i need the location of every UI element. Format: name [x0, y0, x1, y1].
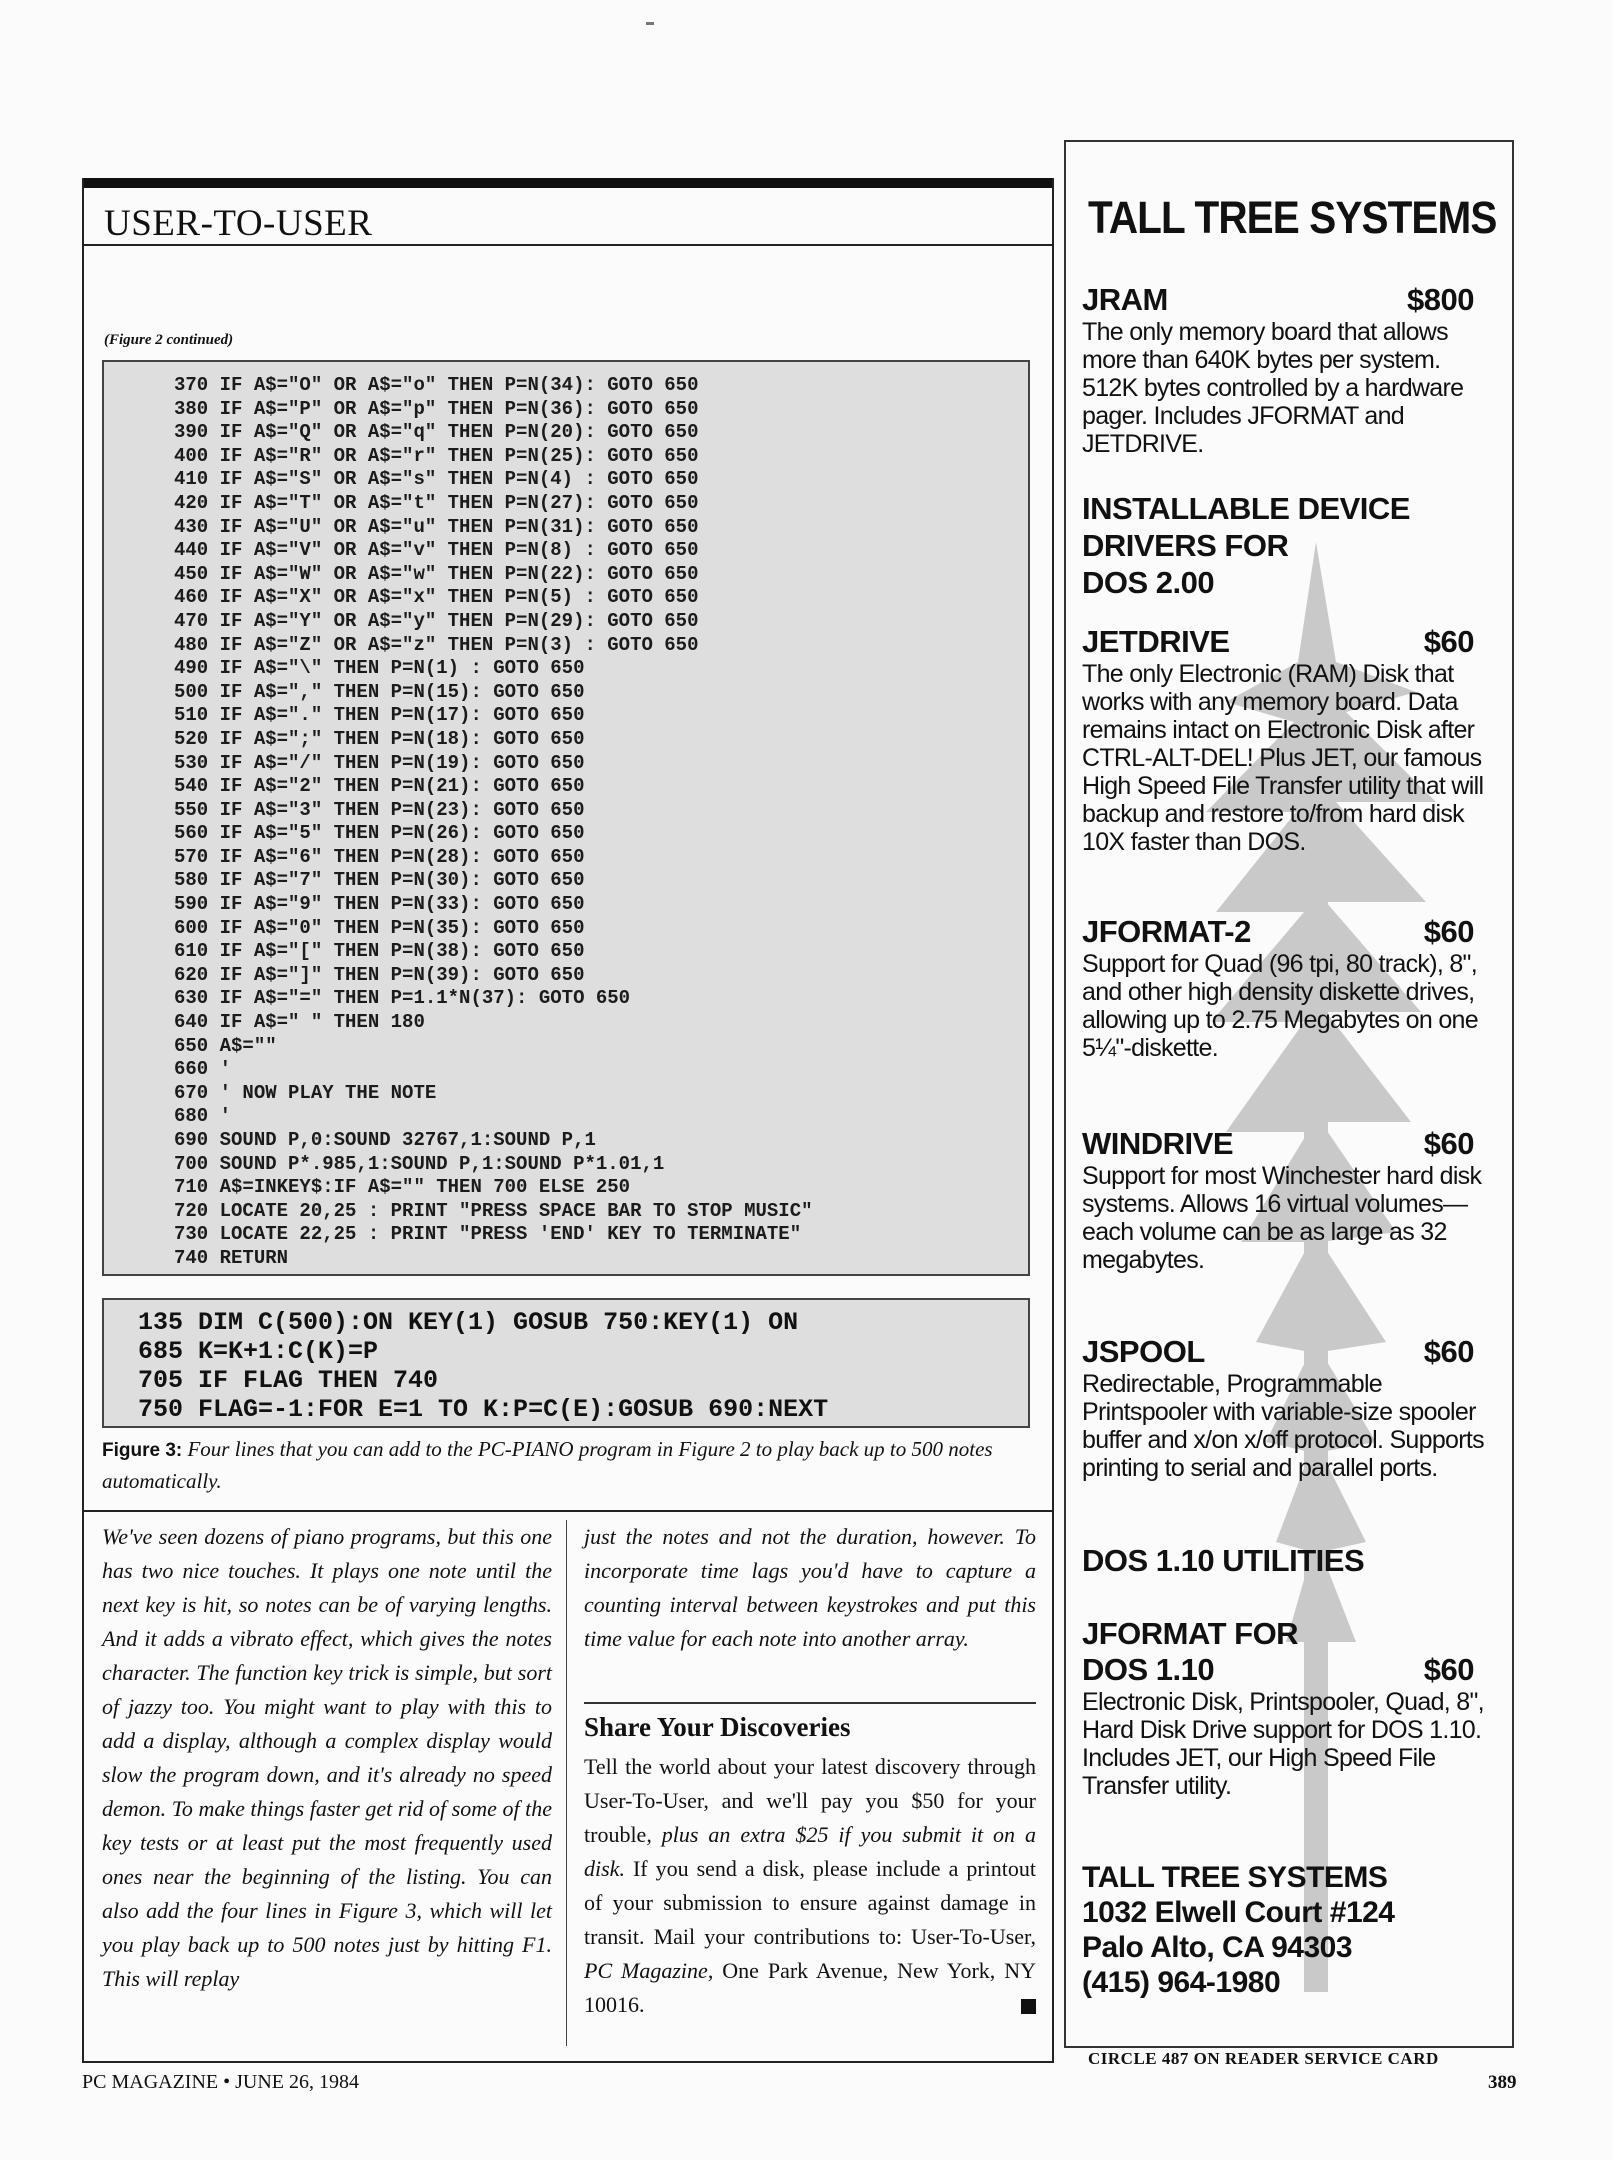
figure3-caption-text: Four lines that you can add to the PC-PIANO program in Figure 2 to play back up to 500 notes automatically.	[102, 1437, 993, 1493]
code-line: 690 SOUND P,0:SOUND 32767,1:SOUND P,1	[174, 1129, 596, 1151]
address-line: TALL TREE SYSTEMS	[1082, 1861, 1388, 1894]
code-line: 510 IF A$="." THEN P=N(17): GOTO 650	[174, 704, 585, 727]
share-body-b: If you send a disk, please include a printout of your submission to ensure against damage in transit. Mail your contributions to: User-To-User,	[584, 1856, 1036, 1949]
product-price: $60	[1423, 1126, 1474, 1161]
code-line: 740 RETURN	[174, 1246, 289, 1269]
product-price: $800	[1407, 282, 1474, 317]
section-title: USER-TO-USER	[104, 203, 373, 244]
product-description: Electronic Disk, Printspooler, Quad, 8", Hard Disk Drive support for DOS 1.10. Includes JET, our High Speed File Transfer utility.	[1082, 1688, 1484, 1800]
installable-heading	[1082, 490, 1494, 601]
top-rule	[84, 178, 1052, 188]
page-number: 389	[1488, 2072, 1517, 2093]
code-line: 400 IF A$="R" OR A$="r" THEN P=N(25): GOTO 650	[174, 444, 699, 467]
reader-service-note: CIRCLE 487 ON READER SERVICE CARD	[1088, 2049, 1439, 2068]
dos110-heading: DOS 1.10 UTILITIES	[1082, 1543, 1365, 1578]
share-body	[584, 1750, 1036, 2022]
product-price: $60	[1423, 1652, 1474, 1687]
code-line: 520 IF A$=";" THEN P=N(18): GOTO 650	[174, 727, 585, 750]
share-body-c: , One Park Avenue, New York, NY 10016.	[584, 1958, 1036, 2017]
code-line: 670 ' NOW PLAY THE NOTE	[174, 1081, 437, 1104]
product-windrive	[1082, 1126, 1494, 1274]
code-line: 380 IF A$="P" OR A$="p" THEN P=N(36): GOTO 650	[174, 397, 699, 420]
editorial-column-2: just the notes and not the duration, however. To incorporate time lags you'd have to capture a counting interval between keystrokes and put this time value for each note into another array.	[584, 1524, 1036, 1651]
code-line: 570 IF A$="6" THEN P=N(28): GOTO 650	[174, 845, 585, 868]
installable-heading-line: INSTALLABLE DEVICE	[1082, 491, 1410, 526]
installable-heading-line: DOS 2.00	[1082, 565, 1215, 600]
code-line: 410 IF A$="S" OR A$="s" THEN P=N(4) : GOTO 650	[174, 468, 699, 491]
product-name: JFORMAT FOR	[1082, 1616, 1299, 1651]
caption-rule	[84, 1510, 1052, 1512]
figure3-listing	[102, 1298, 1030, 1428]
figure2-continued-label: (Figure 2 continued)	[104, 332, 234, 348]
code-line: 370 IF A$="O" OR A$="o" THEN P=N(34): GOTO 650	[174, 374, 699, 396]
product-name: JRAM	[1082, 282, 1168, 317]
address-line: 1032 Elwell Court #124	[1082, 1896, 1395, 1929]
page-mark	[646, 22, 654, 25]
code-line: 420 IF A$="T" OR A$="t" THEN P=N(27): GOTO 650	[174, 491, 699, 514]
installable-heading-line: DRIVERS FOR	[1082, 528, 1289, 563]
code-line: 705 IF FLAG THEN 740	[138, 1366, 439, 1395]
code-line: 730 LOCATE 22,25 : PRINT "PRESS 'END' KEY TO TERMINATE"	[174, 1223, 802, 1246]
product-name: JETDRIVE	[1082, 624, 1230, 659]
share-rule	[584, 1702, 1036, 1704]
product-name: JFORMAT-2	[1082, 914, 1251, 949]
user-to-user-column	[82, 178, 1054, 2063]
product-description: Support for most Winchester hard disk systems. Allows 16 virtual volumes—each volume can be as large as 32 megabytes.	[1082, 1162, 1482, 1274]
code-line: 460 IF A$="X" OR A$="x" THEN P=N(5) : GOTO 650	[174, 586, 699, 609]
code-line: 530 IF A$="/" THEN P=N(19): GOTO 650	[174, 751, 585, 774]
share-body-a: Tell the world about your latest discovery through User-To-User, and we'll pay you $50 for your trouble,	[584, 1754, 1036, 1847]
code-line: 750 FLAG=-1:FOR E=1 TO K:P=C(E):GOSUB 690:NEXT	[138, 1395, 829, 1424]
code-line: 660 '	[174, 1058, 232, 1081]
product-jspool	[1082, 1334, 1494, 1482]
product-jram	[1082, 282, 1494, 458]
product-jformat-2	[1082, 914, 1494, 1062]
code-line: 580 IF A$="7" THEN P=N(30): GOTO 650	[174, 869, 585, 892]
code-line: 630 IF A$="=" THEN P=1.1*N(37): GOTO 650	[174, 987, 631, 1010]
product-price: $60	[1423, 1334, 1474, 1369]
product-price: $60	[1423, 914, 1474, 949]
share-heading: Share Your Discoveries	[584, 1712, 851, 1742]
code-line: 560 IF A$="5" THEN P=N(26): GOTO 650	[174, 822, 585, 845]
code-line: 600 IF A$="0" THEN P=N(35): GOTO 650	[174, 916, 585, 939]
figure2-listing	[102, 360, 1030, 1276]
product-description: The only memory board that allows more than 640K bytes per system. 512K bytes controlled by a hardware pager. Includes JFORMAT and JETDRIVE.	[1082, 318, 1464, 458]
code-line: 710 A$=INKEY$:IF A$="" THEN 700 ELSE 250	[174, 1176, 631, 1199]
code-line: 450 IF A$="W" OR A$="w" THEN P=N(22): GOTO 650	[174, 562, 699, 585]
code-line: 640 IF A$=" " THEN 180	[174, 1011, 425, 1034]
figure3-lines	[138, 1308, 828, 1424]
code-line: 540 IF A$="2" THEN P=N(21): GOTO 650	[174, 775, 585, 798]
code-line: 500 IF A$="," THEN P=N(15): GOTO 650	[174, 680, 585, 703]
code-line: 650 A$=""	[174, 1034, 277, 1057]
share-body-italic: plus an extra $25 if you submit it on a disk.	[584, 1822, 1036, 1881]
end-mark-icon	[1021, 1999, 1036, 2014]
figure3-caption	[102, 1434, 1032, 1496]
product-description: The only Electronic (RAM) Disk that works with any memory board. Data remains intact on Electronic Disk after CTRL-ALT-DEL! Plus JET, our famous High Speed File Transfer utility that will backup and restore to/from hard disk 10X faster than DOS.	[1082, 660, 1484, 856]
footer-publication: PC MAGAZINE • JUNE 26, 1984	[82, 2071, 360, 2093]
code-line: 610 IF A$="[" THEN P=N(38): GOTO 650	[174, 940, 585, 963]
column-divider	[566, 1520, 567, 2046]
share-body-magazine: PC Magazine	[584, 1958, 708, 1983]
tall-tree-ad	[1064, 140, 1514, 2048]
code-line: 430 IF A$="U" OR A$="u" THEN P=N(31): GOTO 650	[174, 515, 699, 538]
code-line: 700 SOUND P*.985,1:SOUND P,1:SOUND P*1.01,1	[174, 1152, 665, 1175]
code-line: 135 DIM C(500):ON KEY(1) GOSUB 750:KEY(1) ON	[138, 1308, 799, 1337]
code-line: 470 IF A$="Y" OR A$="y" THEN P=N(29): GOTO 650	[174, 609, 699, 632]
listing-lines	[174, 374, 813, 1271]
section-header	[84, 188, 1052, 246]
code-line: 685 K=K+1:C(K)=P	[138, 1337, 379, 1366]
address-line: (415) 964-1980	[1082, 1966, 1281, 1999]
code-line: 440 IF A$="V" OR A$="v" THEN P=N(8) : GOTO 650	[174, 539, 699, 562]
code-line: 390 IF A$="Q" OR A$="q" THEN P=N(20): GOTO 650	[174, 421, 699, 444]
product-description: Support for Quad (96 tpi, 80 track), 8", and other high density diskette drives, allowing up to 2.75 Megabytes on one 5¼"-diskette.	[1082, 950, 1478, 1062]
product-jetdrive	[1082, 624, 1494, 856]
product-jformat-dos110	[1082, 1616, 1494, 1800]
code-line: 720 LOCATE 20,25 : PRINT "PRESS SPACE BAR TO STOP MUSIC"	[174, 1199, 813, 1222]
product-description: Redirectable, Programmable Printspooler with variable-size spooler buffer and x/on x/off protocol. Supports printing to serial and parallel ports.	[1082, 1370, 1484, 1482]
product-name: WINDRIVE	[1082, 1126, 1233, 1161]
product-name: JSPOOL	[1082, 1334, 1205, 1369]
product-name: DOS 1.10	[1082, 1652, 1215, 1687]
code-line: 620 IF A$="]" THEN P=N(39): GOTO 650	[174, 963, 585, 986]
code-line: 550 IF A$="3" THEN P=N(23): GOTO 650	[174, 798, 585, 821]
code-line: 480 IF A$="Z" OR A$="z" THEN P=N(3) : GOTO 650	[174, 633, 699, 656]
code-line: 490 IF A$="\" THEN P=N(1) : GOTO 650	[174, 657, 585, 680]
ad-title: TALL TREE SYSTEMS	[1088, 192, 1497, 243]
code-line: 680 '	[174, 1105, 232, 1128]
code-line: 590 IF A$="9" THEN P=N(33): GOTO 650	[174, 893, 585, 916]
product-price: $60	[1423, 624, 1474, 659]
editorial-column-1: We've seen dozens of piano programs, but this one has two nice touches. It plays one note until the next key is hit, so notes can be of varying lengths. And it adds a vibrato effect, which gives the notes character. The function key trick is simple, but sort of jazzy too. You might want to play with this to add a display, although a complex display would slow the program down, and it's already no speed demon. To make things faster get rid of some of the key tests or at least put the most frequently used ones near the beginning of the listing. You can also add the four lines in Figure 3, which will let you play back up to 500 notes just by hitting F1. This will replay	[102, 1524, 552, 1991]
figure3-caption-label: Figure 3:	[102, 1440, 183, 1461]
ad-address	[1082, 1860, 1494, 2000]
address-line: Palo Alto, CA 94303	[1082, 1931, 1353, 1964]
